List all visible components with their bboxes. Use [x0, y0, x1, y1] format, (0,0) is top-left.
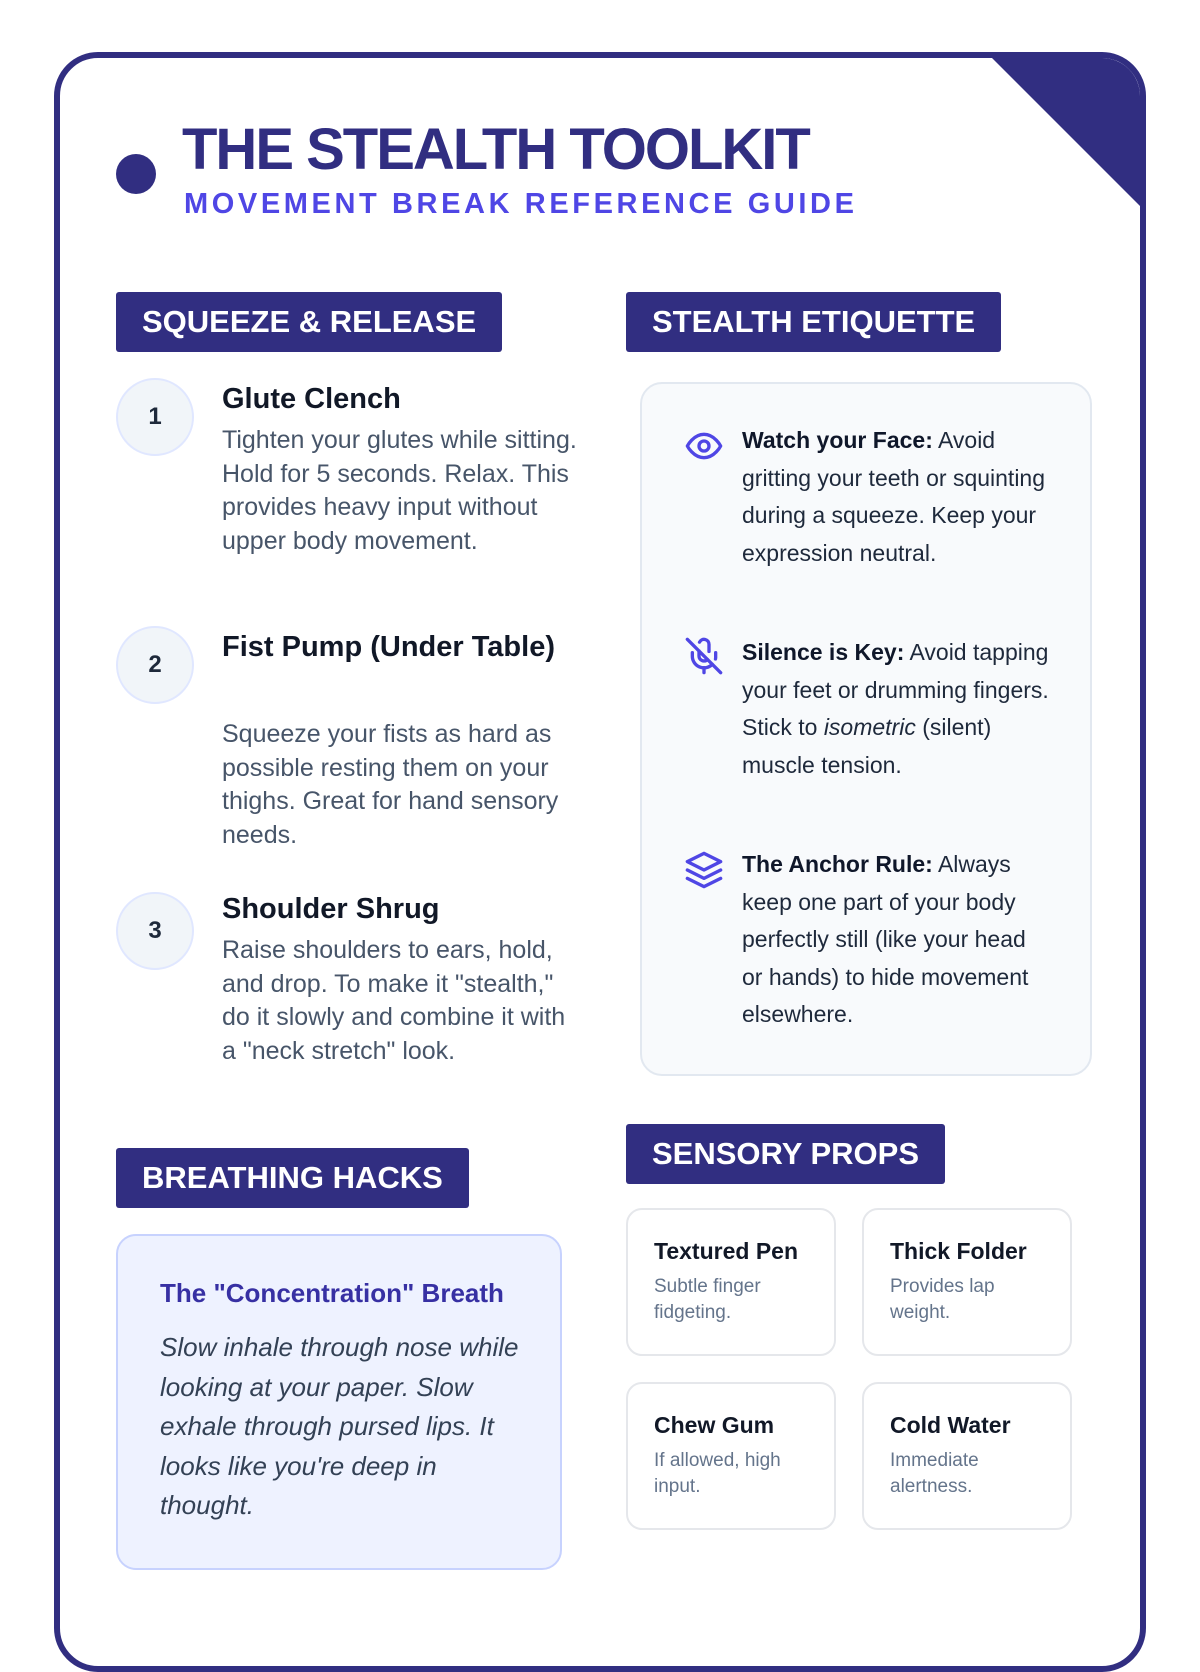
etiquette-text-silence-a: Avoid tapping your feet or drumming fingers. Stick to: [742, 639, 1049, 740]
step-desc-1: Tighten your glutes while sitting. Hold for 5 seconds. Relax. This provides heavy input without upper body movement.: [222, 426, 577, 555]
eye-icon: [684, 426, 724, 466]
etiquette-item-silence: [742, 634, 1052, 784]
step-number-3: 3: [116, 892, 194, 970]
etiquette-label-face: Watch your Face:: [742, 427, 933, 453]
toolkit-card: [54, 52, 1146, 1672]
breathing-box: [116, 1234, 562, 1570]
section-squeeze-label: SQUEEZE & RELEASE: [116, 292, 502, 352]
prop-card-cold-water: [862, 1382, 1072, 1530]
prop-name: Chew Gum: [654, 1412, 775, 1438]
etiquette-item-face: [742, 422, 1052, 572]
step-number-2: 2: [116, 626, 194, 704]
page-subtitle: MOVEMENT BREAK REFERENCE GUIDE: [184, 188, 858, 220]
step-desc-2: Squeeze your fists as hard as possible resting them on your thighs. Great for hand sensory needs.: [222, 720, 559, 849]
step-desc-3: Raise shoulders to ears, hold, and drop. To make it "stealth," do it slowly and combine it with a "neck stretch" look.: [222, 936, 566, 1065]
etiquette-label-anchor: The Anchor Rule:: [742, 851, 933, 877]
prop-name: Thick Folder: [890, 1238, 1027, 1264]
prop-desc: Subtle finger fidgeting.: [654, 1276, 761, 1323]
step-title-3: Shoulder Shrug: [222, 893, 440, 925]
page-title: THE STEALTH TOOLKIT: [182, 117, 809, 182]
etiquette-label-silence: Silence is Key:: [742, 639, 905, 665]
prop-card-textured-pen: [626, 1208, 836, 1356]
section-breathing-label: BREATHING HACKS: [116, 1148, 469, 1208]
prop-name: Cold Water: [890, 1412, 1011, 1438]
corner-accent: [986, 52, 1146, 212]
prop-desc: Provides lap weight.: [890, 1276, 995, 1323]
prop-card-chew-gum: [626, 1382, 836, 1530]
prop-name: Textured Pen: [654, 1238, 798, 1264]
layers-icon: [684, 850, 724, 890]
title-dot: [116, 154, 156, 194]
etiquette-text-silence-b: (silent) muscle tension.: [742, 714, 992, 778]
etiquette-text-anchor: Always keep one part of your body perfectly still (like your head or hands) to hide movement elsewhere.: [742, 851, 1029, 1027]
step-title-1: Glute Clench: [222, 383, 401, 415]
etiquette-item-anchor: [742, 846, 1052, 1034]
mic-off-icon: [684, 636, 724, 676]
etiquette-text-face: Avoid gritting your teeth or squinting during a squeeze. Keep your expression neutral.: [742, 427, 1046, 566]
section-props-label: SENSORY PROPS: [626, 1124, 945, 1184]
section-etiquette-label: STEALTH ETIQUETTE: [626, 292, 1001, 352]
prop-card-thick-folder: [862, 1208, 1072, 1356]
prop-desc: If allowed, high input.: [654, 1450, 781, 1497]
etiquette-box: [640, 382, 1092, 1076]
breathing-text: Slow inhale through nose while looking at your paper. Slow exhale through pursed lips. It looks like you're deep in thought.: [160, 1332, 519, 1520]
step-title-2: Fist Pump (Under Table): [222, 631, 555, 663]
step-number-1: 1: [116, 378, 194, 456]
breathing-title: The "Concentration" Breath: [160, 1278, 504, 1308]
prop-desc: Immediate alertness.: [890, 1450, 979, 1497]
etiquette-emphasis-isometric: isometric: [823, 714, 916, 740]
